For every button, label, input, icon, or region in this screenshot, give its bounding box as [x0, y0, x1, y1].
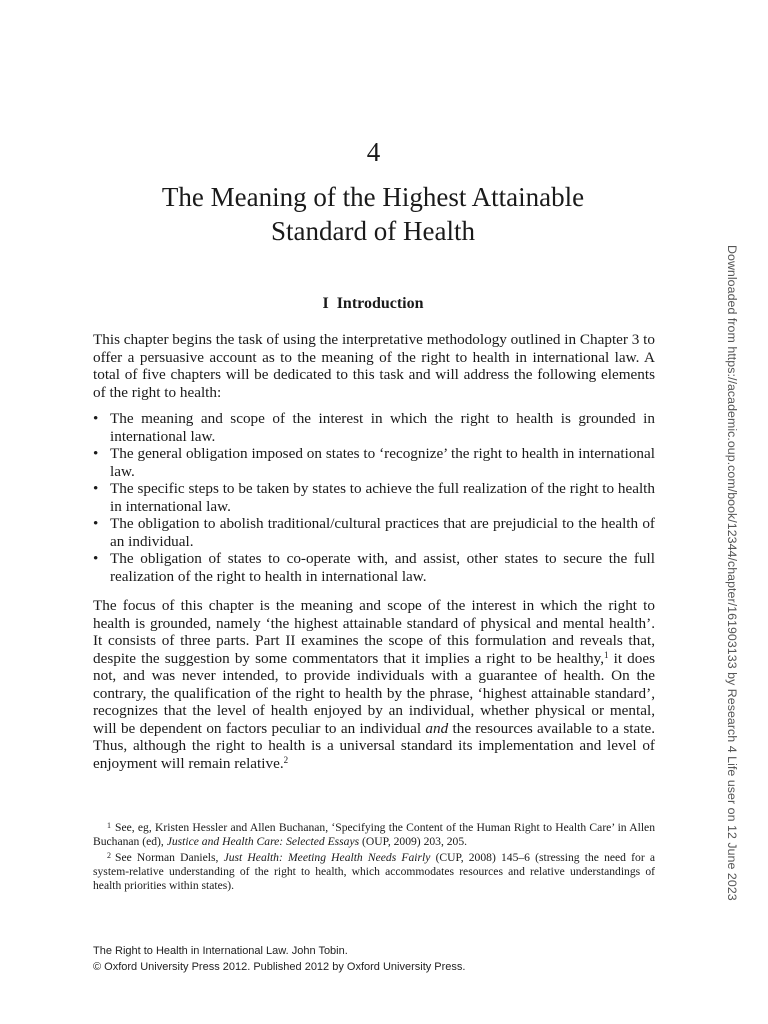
list-item: • The general obligation imposed on states to ‘recognize’ the right to health in international law. — [93, 445, 655, 480]
section-title: Introduction — [336, 295, 424, 312]
section-heading — [93, 293, 653, 315]
list-item: • The obligation to abolish traditional/cultural practices that are prejudicial to the health of an individual. — [93, 515, 655, 550]
focus-text-part-2: it does not, and was never intended, to provide individuals with a guarantee of health. On the contrary, the qualification of the right to health by the phrase, ‘highest attainable standard’, recognizes that the level of health enjoyed by an individual, whether physical or mental, will be dependent on factors peculiar to an individual — [93, 649, 656, 737]
footnote-ref-2[interactable]: 2 — [283, 754, 289, 765]
download-stamp: Downloaded from https://academic.oup.com/book/12344/chapter/161903133 by Research 4 Life user on 12 June 2023 — [725, 245, 739, 901]
footnote-2 — [93, 849, 655, 893]
list-item: • The meaning and scope of the interest in which the right to health is grounded in international law. — [93, 410, 655, 445]
footnote-number: 1 — [107, 821, 111, 830]
footnote-ref-1[interactable]: 1 — [604, 649, 609, 660]
footnote-text: See, eg, Kristen Hessler and Allen Buchanan, ‘Specifying the Content of the Human Right to Health Care’ in Allen Buchanan (ed), — [93, 821, 655, 848]
footnote-number: 2 — [107, 851, 111, 860]
footnotes — [93, 819, 655, 893]
list-item: • The specific steps to be taken by states to achieve the full realization of the right to health in international law. — [93, 480, 655, 515]
book-citation: The Right to Health in International Law. John Tobin. — [93, 945, 348, 957]
footnote-text: (CUP, 2008) 145–6 (stressing the need for a system-relative understanding of the right to health, which accommodates resources and relative understandings of health priorities within states). — [93, 851, 655, 892]
focus-text-part-3: the resources available to a state. Thus, although the right to health is a universal standard its implementation and level of enjoyment will remain relative. — [93, 719, 655, 772]
chapter-number: 4 — [366, 137, 381, 167]
intro-paragraph: This chapter begins the task of using the interpretative methodology outlined in Chapter 3 to offer a persuasive account as to the meaning of the right to health in international law. A total of five chapters will be dedicated to this task and will address the following elements of the right to health: — [93, 331, 655, 401]
footnote-book-title: Justice and Health Care: Selected Essays — [166, 835, 360, 848]
chapter-title — [93, 180, 653, 248]
elements-list — [93, 410, 655, 585]
footnote-book-title: Just Health: Meeting Health Needs Fairly — [223, 851, 431, 864]
list-item: • The obligation of states to co-operate with, and assist, other states to secure the full realization of the right to health in international law. — [93, 550, 655, 585]
emphasis-and: and — [425, 719, 449, 737]
focus-paragraph — [93, 597, 655, 772]
footnote-text: (OUP, 2009) 203, 205. — [359, 835, 468, 848]
focus-text-part-1: The focus of this chapter is the meaning and scope of the interest in which the right to health is grounded, namely ‘the highest attainable standard of physical and mental health’. It consists of three parts. Part II examines the scope of this formulation and reveals that, despite the suggestion by some commentators that it implies a right to be healthy, — [93, 597, 655, 667]
publisher-info — [93, 943, 693, 975]
chapter-title-line-2: Standard of Health — [271, 216, 475, 246]
footnote-text: See Norman Daniels, — [115, 851, 224, 864]
copyright-notice: © Oxford University Press 2012. Published 2012 by Oxford University Press. — [93, 961, 466, 973]
chapter-title-line-1: The Meaning of the Highest Attainable — [161, 182, 585, 212]
section-number: I — [322, 295, 329, 312]
footnote-1 — [93, 819, 655, 849]
